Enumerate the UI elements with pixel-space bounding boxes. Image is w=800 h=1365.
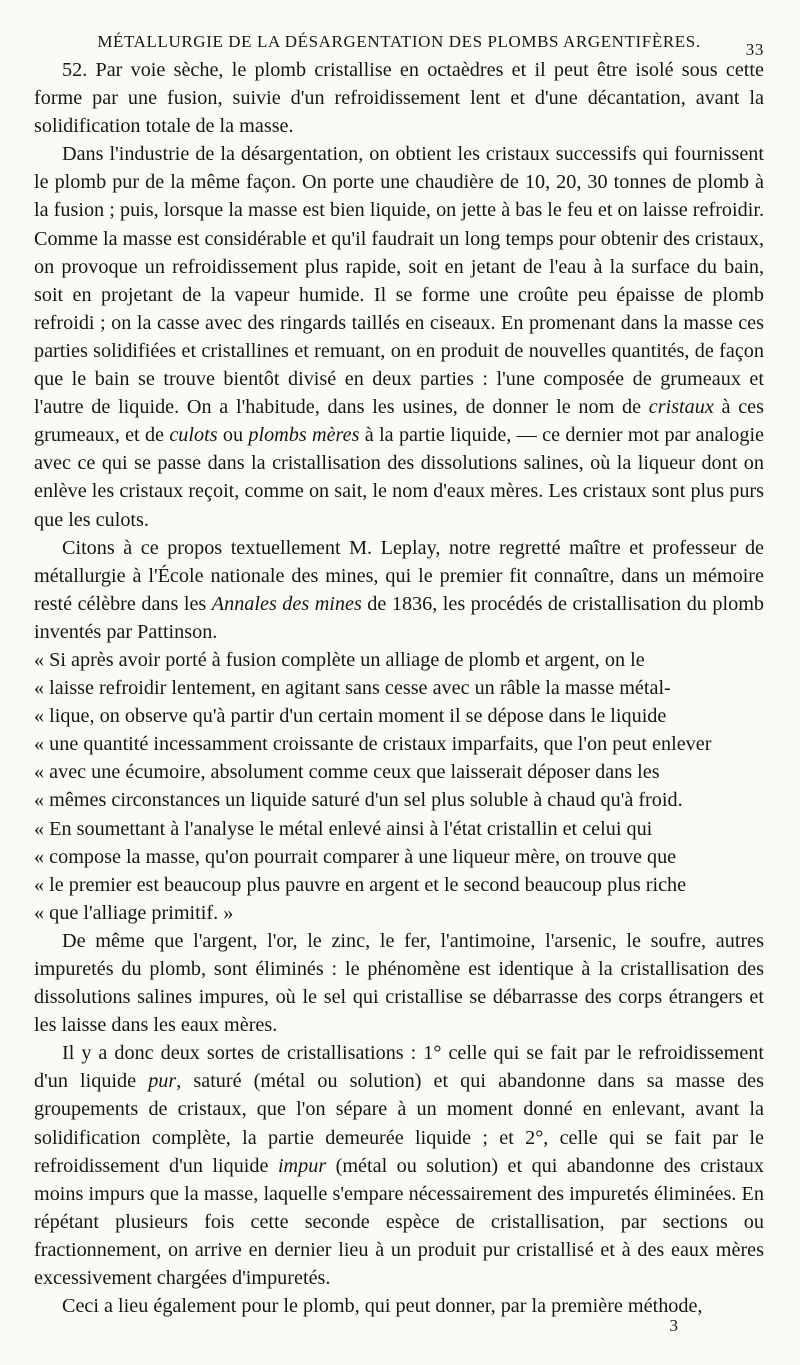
italic-term: impur — [277, 1154, 327, 1177]
paragraph-p1 — [34, 56, 764, 140]
quotation-line: « compose la masse, qu'on pourrait comparer à une liqueur mère, on trouve que — [34, 845, 677, 868]
text-run: , saturé (métal ou solution) et qui abandonne dans sa masse des groupements de cristaux, que l'on sépare à un moment donné en enlevant, avant la solidification complète, la partie demeurée liquide ; et 2°, celle qui se fait par le refroidissement d'un liquide — [34, 1070, 764, 1177]
signature-mark: 3 — [669, 1316, 678, 1335]
italic-term: cristaux — [648, 396, 714, 419]
block-quotation — [34, 646, 764, 927]
italic-term: culots — [169, 424, 218, 447]
paragraph-p4 — [34, 927, 764, 1039]
italic-term: pur — [148, 1070, 177, 1093]
quotation-line: « une quantité incessamment croissante de cristaux imparfaits, que l'on peut enlever — [34, 733, 712, 756]
text-run: Il y a donc deux sortes de cristallisations : 1° celle qui se fait par le refroidissement d'un liquide — [34, 1042, 764, 1093]
italic-term: Annales des mines — [211, 592, 362, 615]
text-run: Ceci a lieu également pour le plomb, qui peut donner, par la première méthode, — [62, 1295, 703, 1318]
page-header — [34, 20, 764, 59]
paragraphs-before-quote — [34, 56, 764, 646]
text-run: (métal ou solution) et qui abandonne des cristaux moins impurs que la masse, laquelle s'empare nécessairement des impuretés éliminées. En répétant plusieurs fois cette seconde espèce de cristallisation, par sections ou fractionnement, on arrive en dernier lieu à un produit pur cristallisé et à des eaux mères excessivement chargées d'impuretés. — [34, 1154, 764, 1290]
text-run: à ces grumeaux, et de — [34, 396, 764, 447]
page-number: 33 — [745, 40, 764, 59]
quotation-line: « lique, on observe qu'à partir d'un certain moment il se dépose dans le liquide — [34, 705, 667, 728]
paragraph-p6 — [34, 1292, 764, 1320]
paragraph-p2 — [34, 140, 764, 533]
text-run: ou — [217, 424, 249, 447]
italic-term: plombs mères — [248, 424, 360, 447]
page-body — [34, 56, 764, 1320]
quotation-line: « mêmes circonstances un liquide saturé d'un sel plus soluble à chaud qu'à froid. — [34, 789, 683, 812]
text-run: à la partie liquide, — ce dernier mot par analogie avec ce qui se passe dans la cristallisation des dissolutions salines, où la liqueur dont on enlève les cristaux reçoit, comme on sait, le nom d'eaux mères. Les cristaux sont plus purs que les culots. — [34, 424, 765, 531]
running-title: MÉTALLURGIE DE LA DÉSARGENTATION DES PLOMBS ARGENTIFÈRES. — [97, 32, 701, 51]
paragraph-p5 — [34, 1039, 764, 1292]
text-run: Dans l'industrie de la désargentation, on obtient les cristaux successifs qui fournissent le plomb pur de la même façon. On porte une chaudière de 10, 20, 30 tonnes de plomb à la fusion ; puis, lorsque la masse est bien liquide, on jette à bas le feu et on laisse refroidir. Comme la masse est considérable et qu'il faudrait un long temps pour obtenir des cristaux, on provoque un refroidissement plus rapide, soit en jetant de l'eau à la surface du bain, soit en projetant de la vapeur humide. Il se forme une croûte peu épaisse de plomb refroidi ; on la casse avec des ringards taillés en ciseaux. En promenant dans la masse ces parties solidifiées et cristallines et remuant, on en produit de nouvelles quantités, de façon que le bain se trouve bientôt divisé en deux parties : l'une composée de grumeaux et l'autre de liquide. On a l'habitude, dans les usines, de donner le nom de — [34, 143, 764, 419]
paragraphs-after-quote — [34, 927, 764, 1320]
quotation-line: « que l'alliage primitif. » — [34, 901, 234, 924]
text-run: 52. Par voie sèche, le plomb cristallise en octaèdres et il peut être isolé sous cette forme par une fusion, suivie d'un refroidissement lent et d'une décantation, avant la solidification totale de la masse. — [34, 59, 764, 138]
text-run: Citons à ce propos textuellement M. Leplay, notre regretté maître et professeur de métallurgie à l'École nationale des mines, qui le premier fit connaître, dans un mémoire resté célèbre dans les — [34, 536, 764, 615]
quotation-line: « En soumettant à l'analyse le métal enlevé ainsi à l'état cristallin et celui qui — [34, 817, 653, 840]
quotation-line: « laisse refroidir lentement, en agitant sans cesse avec un râble la masse métal- — [34, 677, 671, 700]
quotation-line: « le premier est beaucoup plus pauvre en argent et le second beaucoup plus riche — [34, 873, 687, 896]
quotation-line: « avec une écumoire, absolument comme ceux que laisserait déposer dans les — [34, 761, 660, 784]
text-run: De même que l'argent, l'or, le zinc, le fer, l'antimoine, l'arsenic, le soufre, autres impuretés du plomb, sont éliminés : le phénomène est identique à la cristallisation des dissolutions salines impures, où le sel qui cristallise se débarrasse des corps étrangers et les laisse dans les eaux mères. — [34, 929, 764, 1037]
paragraph-p3 — [34, 534, 764, 646]
text-run: de 1836, les procédés de cristallisation du plomb inventés par Pattinson. — [34, 592, 764, 643]
quotation-line: « Si après avoir porté à fusion complète un alliage de plomb et argent, on le — [34, 648, 645, 671]
